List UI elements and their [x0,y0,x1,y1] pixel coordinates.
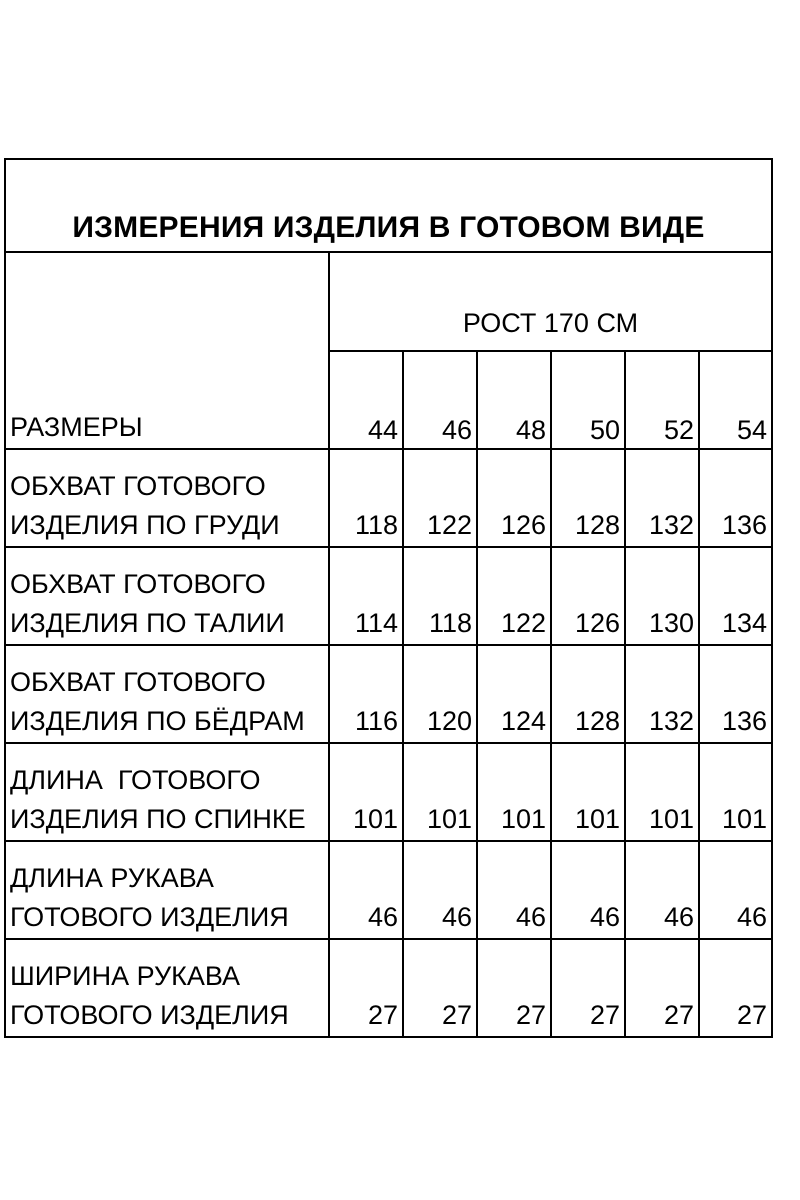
row-label-line2: ИЗДЕЛИЯ ПО СПИНКЕ [10,804,306,834]
measurement-value: 101 [648,804,694,834]
value-cell [404,940,478,1036]
value-cell [404,548,478,644]
measurement-value: 46 [589,902,620,932]
value-cell [478,646,552,742]
value-cell [552,646,626,742]
row-label-cell [6,842,330,938]
value-cell [626,842,700,938]
row-label-cell [6,548,330,644]
measurement-value: 132 [648,706,694,736]
value-cell [626,940,700,1036]
value-cell [330,744,404,840]
table-grid [6,253,771,1038]
measurement-value: 122 [500,608,546,638]
table-title: ИЗМЕРЕНИЯ ИЗДЕЛИЯ В ГОТОВОМ ВИДЕ [72,211,705,244]
measurement-value: 101 [721,804,767,834]
value-cell [552,744,626,840]
value-cell [626,744,700,840]
row-label-line1: ОБХВАТ ГОТОВОГО [10,569,266,599]
row-label-cell [6,940,330,1036]
sizes-label-cell [6,253,330,448]
measurement-value: 101 [426,804,472,834]
measurement-value: 120 [426,706,472,736]
value-cell [330,450,404,546]
size-header-cell [700,352,771,448]
row-label-line1: ДЛИНА ГОТОВОГО [10,765,261,795]
row-label-cell [6,646,330,742]
size-header-cell [404,352,478,448]
measurement-value: 126 [500,510,546,540]
value-cell [330,548,404,644]
measurement-value: 101 [352,804,398,834]
value-cell [700,646,771,742]
table-row [6,644,771,742]
measurement-value: 27 [663,1000,694,1030]
value-cell [700,450,771,546]
height-label: РОСТ 170 СМ [462,308,639,338]
value-cell [700,548,771,644]
measurement-value: 118 [354,510,398,540]
height-header-cell [330,253,771,352]
size-chart-table [4,158,773,1038]
value-cell [478,842,552,938]
value-cell [552,842,626,938]
table-row [6,938,771,1036]
value-cell [330,646,404,742]
measurement-value: 114 [354,608,398,638]
value-cell [626,450,700,546]
measurement-value: 134 [721,608,767,638]
value-cell [626,646,700,742]
value-cell [404,842,478,938]
title-row [6,160,771,253]
measurement-value: 27 [589,1000,620,1030]
row-label-cell [6,450,330,546]
row-label-line1: ОБХВАТ ГОТОВОГО [10,471,266,501]
row-label-line1: ШИРИНА РУКАВА [10,961,241,991]
value-cell [700,744,771,840]
measurement-value: 132 [648,510,694,540]
table-row [6,840,771,938]
row-label-cell [6,744,330,840]
size-header-cell [478,352,552,448]
measurement-value: 126 [574,608,620,638]
measurement-value: 136 [721,510,767,540]
measurement-value: 130 [648,608,694,638]
size-value: 48 [515,415,546,445]
value-cell [478,940,552,1036]
measurement-value: 27 [367,1000,398,1030]
measurement-value: 122 [426,510,472,540]
size-header-cell [330,352,404,448]
measurement-value: 46 [441,902,472,932]
measurement-value: 46 [736,902,767,932]
measurement-value: 118 [428,608,472,638]
measurement-value: 136 [721,706,767,736]
measurement-value: 128 [574,510,620,540]
measurement-value: 27 [515,1000,546,1030]
table-row [6,448,771,546]
table-row [6,546,771,644]
value-cell [404,450,478,546]
size-value: 44 [367,415,398,445]
row-label-line2: ГОТОВОГО ИЗДЕЛИЯ [10,1000,289,1030]
measurement-value: 46 [515,902,546,932]
measurement-value: 27 [441,1000,472,1030]
size-header-cell [552,352,626,448]
value-cell [404,646,478,742]
value-cell [552,450,626,546]
row-label-line1: ДЛИНА РУКАВА [10,863,214,893]
size-value: 54 [736,415,767,445]
row-label-line2: ИЗДЕЛИЯ ПО БЁДРАМ [10,706,305,736]
measurement-value: 27 [736,1000,767,1030]
value-cell [330,842,404,938]
measurement-value: 101 [574,804,620,834]
value-cell [552,940,626,1036]
size-value: 50 [589,415,620,445]
value-cell [404,744,478,840]
row-label-line2: ГОТОВОГО ИЗДЕЛИЯ [10,902,289,932]
row-label-line2: ИЗДЕЛИЯ ПО ТАЛИИ [10,608,285,638]
value-cell [478,548,552,644]
row-label-line1: ОБХВАТ ГОТОВОГО [10,667,266,697]
measurement-value: 46 [367,902,398,932]
sizes-label: РАЗМЕРЫ [10,412,143,442]
value-cell [330,940,404,1036]
measurement-value: 116 [354,706,398,736]
measurement-value: 46 [663,902,694,932]
size-header-cell [626,352,700,448]
value-cell [478,450,552,546]
value-cell [552,548,626,644]
measurement-value: 124 [500,706,546,736]
row-label-line2: ИЗДЕЛИЯ ПО ГРУДИ [10,510,280,540]
value-cell [700,842,771,938]
size-value: 52 [663,415,694,445]
value-cell [700,940,771,1036]
size-value: 46 [441,415,472,445]
value-cell [626,548,700,644]
value-cell [478,744,552,840]
measurement-value: 101 [500,804,546,834]
measurement-value: 128 [574,706,620,736]
table-row [6,742,771,840]
